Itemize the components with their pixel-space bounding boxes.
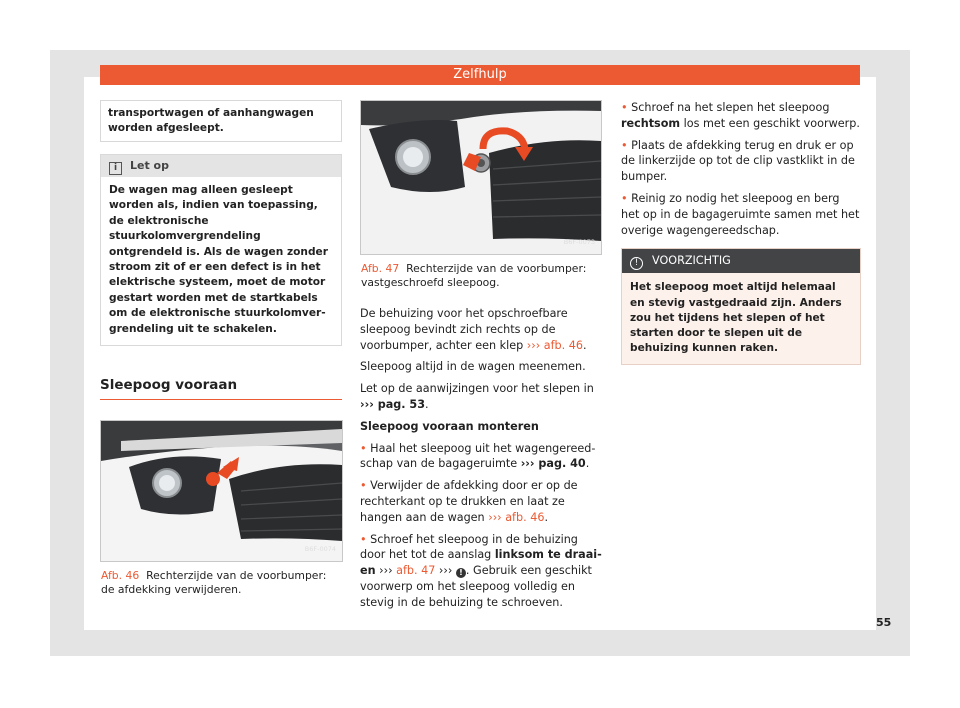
- caution-text: Het sleepoog moet altijd helemaal en stevig vastgedraaid zijn. Anders zou het tijdens het slepen of het starten door te slepen uit de behuizing kunnen raken.: [622, 273, 860, 364]
- caution-box: [621, 248, 861, 365]
- figure-47-caption: [360, 262, 602, 290]
- figure-code: B6F-0074: [304, 545, 336, 554]
- caption-text: Rechterzijde van de voorbumper: vastgeschroefd sleepoog.: [361, 262, 587, 289]
- page-header: Zelfhulp: [100, 65, 860, 85]
- figure-46: [100, 420, 343, 562]
- let-op-title: Let op: [130, 159, 169, 172]
- warning-marker-icon: !: [456, 568, 466, 578]
- caption-text: Rechterzijde van de voorbumper: de afdekking verwijderen.: [101, 568, 327, 596]
- towing-eye-illustration: [361, 101, 601, 254]
- caution-title: VOORZICHTIG: [652, 254, 731, 268]
- caution-header: [622, 249, 860, 273]
- warning-circle-icon: !: [630, 257, 643, 270]
- paragraph: Sleepoog altijd in de wagen meenemen.: [360, 360, 586, 374]
- info-icon: i: [109, 162, 122, 175]
- page-number: 55: [876, 616, 892, 629]
- let-op-header: [101, 155, 341, 177]
- list-item: • Haal het sleepoog uit het wagengereedschap van de bagageruimte ››› pag. 40.: [360, 441, 596, 471]
- let-op-box: [100, 154, 342, 346]
- figure-link[interactable]: ››› afb. 46: [488, 510, 545, 524]
- right-column: [621, 100, 861, 365]
- continuation-note: transportwagen of aanhangwagen worden afgesleept.: [100, 100, 342, 142]
- figure-link[interactable]: afb. 47: [396, 564, 436, 578]
- paragraph: Let op de aanwijzingen voor het slepen in ››› pag. 53.: [360, 382, 594, 411]
- list-item: • Verwijder de afdekking door er op de rechterkant op te drukken en laat ze hangen aan de wagen ››› afb. 46.: [360, 479, 578, 524]
- bumper-cover-illustration: [101, 421, 342, 561]
- page-link[interactable]: ››› pag. 53: [360, 397, 426, 411]
- page-link[interactable]: ››› pag. 40: [520, 457, 586, 471]
- figure-47: [360, 100, 602, 255]
- subheading: Sleepoog vooraan monteren: [360, 419, 539, 433]
- figure-link[interactable]: ››› afb. 46: [526, 338, 583, 352]
- list-item: • Schroef na het slepen het sleepoog rechtsom los met een geschikt voorwerp.: [621, 101, 860, 130]
- body-text: [360, 306, 602, 611]
- list-item: • Reinig zo nodig het sleepoog en berg het op in de bagageruimte samen met het overige wagengereedschap.: [621, 191, 860, 237]
- middle-column: [360, 100, 602, 617]
- figure-46-caption: [100, 569, 342, 597]
- figure-code: B6F-0073: [563, 238, 595, 247]
- figure-label: Afb. 46: [101, 568, 140, 582]
- figure-label: Afb. 47: [361, 262, 400, 275]
- let-op-text: De wagen mag alleen gesleept worden als, indien van toepassing, de elektronische stuurkolomvergrendeling ontgrendeld is. Als de wagen zonder stroom zit of er een defect is in het elektrische systeem, moet de motor gestart worden met de startkabels om de elektronische stuurkolomvergrendeling uit te schakelen.: [109, 184, 328, 335]
- section-title: Sleepoog vooraan: [100, 378, 342, 400]
- left-column: [100, 100, 342, 597]
- paragraph: De behuizing voor het opschroefbare sleepoog bevindt zich rechts op de voorbumper, achter een klep ››› afb. 46.: [360, 307, 587, 352]
- list-item: • Plaats de afdekking terug en druk er op de linkerzijde op tot de clip vastklikt in de bumper.: [621, 138, 855, 184]
- list-item: • Schroef het sleepoog in de behuizing door het tot de aanslag linksom te draaien ››› afb. 47 ››› ! . Gebruik een geschikt voorwerp om het sleepoog volledig en stevig in de behuizing te schroeven.: [360, 532, 602, 609]
